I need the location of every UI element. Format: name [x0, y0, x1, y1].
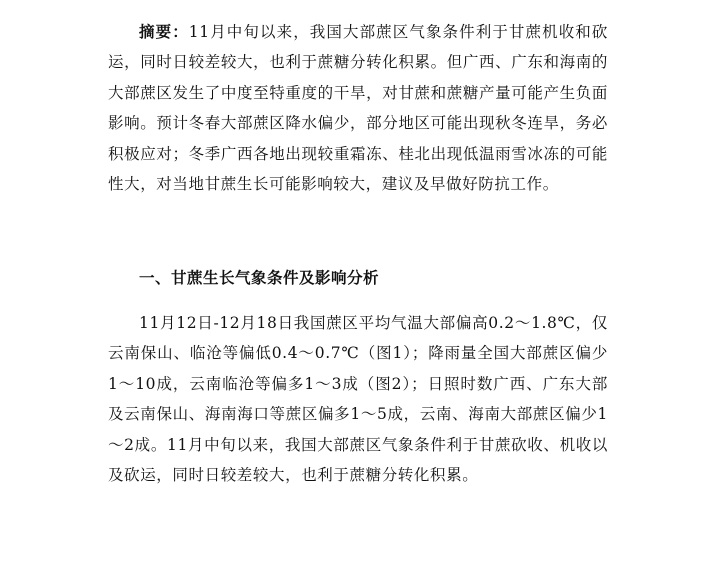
abstract-label: 摘要： — [139, 23, 189, 41]
abstract-text: 11月中旬以来，我国大部蔗区气象条件利于甘蔗机收和砍运，同时日较差较大，也利于蔗糖分转化积累。但广西、广东和海南的大部蔗区发生了中度至特重度的干旱，对甘蔗和蔗糖产量可能产生负面影响。预计冬春大部蔗区降水偏少，部分地区可能出现秋冬连旱，务必积极应对；冬季广西各地出现较重霜冻、桂北出现低温雨雪冰冻的可能性大，对当地甘蔗生长可能影响较大，建议及早做好防抗工作。 — [108, 23, 608, 194]
section-heading: 一、甘蔗生长气象条件及影响分析 — [139, 269, 380, 287]
section-paragraph: 11月12日-12月18日我国蔗区平均气温大部偏高0.2～1.8℃，仅云南保山、临沧等偏低0.4～0.7℃（图1）；降雨量全国大部蔗区偏少1～10成，云南临沧等偏多1～3成（图2）；日照时数广西、广东大部及云南保山、海南海口等蔗区偏多1～5成，云南、海南大部蔗区偏少1～2成。11月中旬以来，我国大部蔗区气象条件利于甘蔗砍收、机收以及砍运，同时日较差较大，也利于蔗糖分转化积累。 — [108, 314, 608, 485]
abstract-paragraph — [108, 17, 608, 199]
